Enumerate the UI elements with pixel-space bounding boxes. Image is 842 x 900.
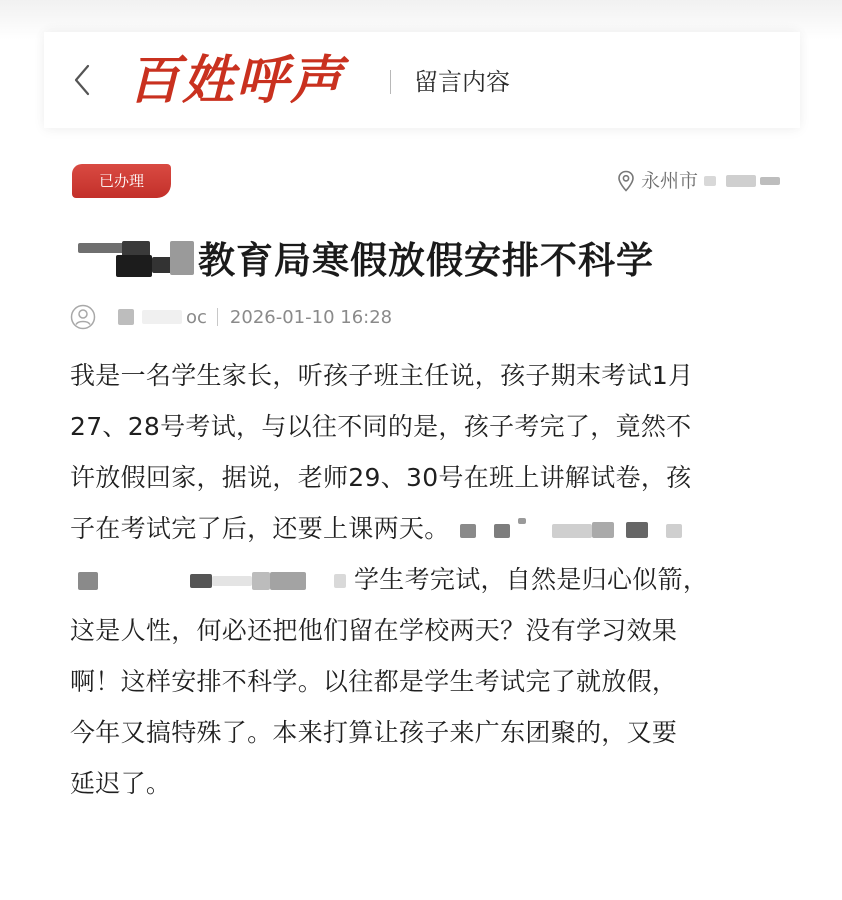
author-redacted: [142, 310, 182, 324]
app-logo: 百姓呼声: [128, 50, 345, 111]
header-divider: [390, 70, 391, 94]
post-body-line-7: 啊！这样安排不科学。以往都是学生考试完了就放假，: [70, 667, 678, 696]
location-text: 永州市: [640, 170, 698, 192]
title-redacted: [78, 237, 196, 277]
app-header: [44, 32, 800, 128]
post-body-line-5-text: 学生考完试，自然是归心似箭，: [354, 565, 709, 594]
post-body-line-4: [70, 503, 686, 554]
post-meta: [70, 302, 392, 332]
chevron-left-icon[interactable]: [68, 62, 98, 98]
body-redacted: [460, 518, 686, 542]
post-body-line-6: 这是人性，何必还把他们留在学校两天？没有学习效果: [70, 616, 678, 645]
post-body-line-8: 今年又搞特殊了。本来打算让孩子来广东团聚的，又要: [70, 718, 678, 747]
body-redacted: [70, 568, 354, 594]
user-avatar-icon: [70, 304, 96, 330]
header-title: 留言内容: [414, 68, 510, 96]
location-redacted: [760, 177, 780, 185]
post-title: 教育局寒假放假安排不科学: [198, 239, 654, 282]
author-redacted: [118, 309, 134, 325]
location-redacted: [726, 175, 756, 187]
post-timestamp: 2026-01-10 16:28: [229, 306, 393, 328]
location-pin-icon: [617, 170, 635, 192]
post-body-line-1: 我是一名学生家长，听孩子班主任说，孩子期末考试1月: [70, 361, 694, 390]
meta-divider: [217, 308, 218, 326]
author-name: oc: [186, 306, 207, 328]
post-body-line-2: 27、28号考试，与以往不同的是，孩子考完了，竟然不: [70, 412, 692, 441]
location-info: [617, 166, 780, 196]
post-body-line-9: 延迟了。: [70, 769, 172, 798]
location-redacted: [704, 176, 716, 186]
status-badge: 已办理: [72, 164, 171, 198]
post-title-row: [78, 230, 654, 284]
post-body-line-4-text: 子在考试完了后，还要上课两天。: [70, 514, 450, 543]
post-body-line-3: 许放假回家，据说，老师29、30号在班上讲解试卷，孩: [70, 463, 692, 492]
post-body-line-5: [70, 554, 708, 605]
